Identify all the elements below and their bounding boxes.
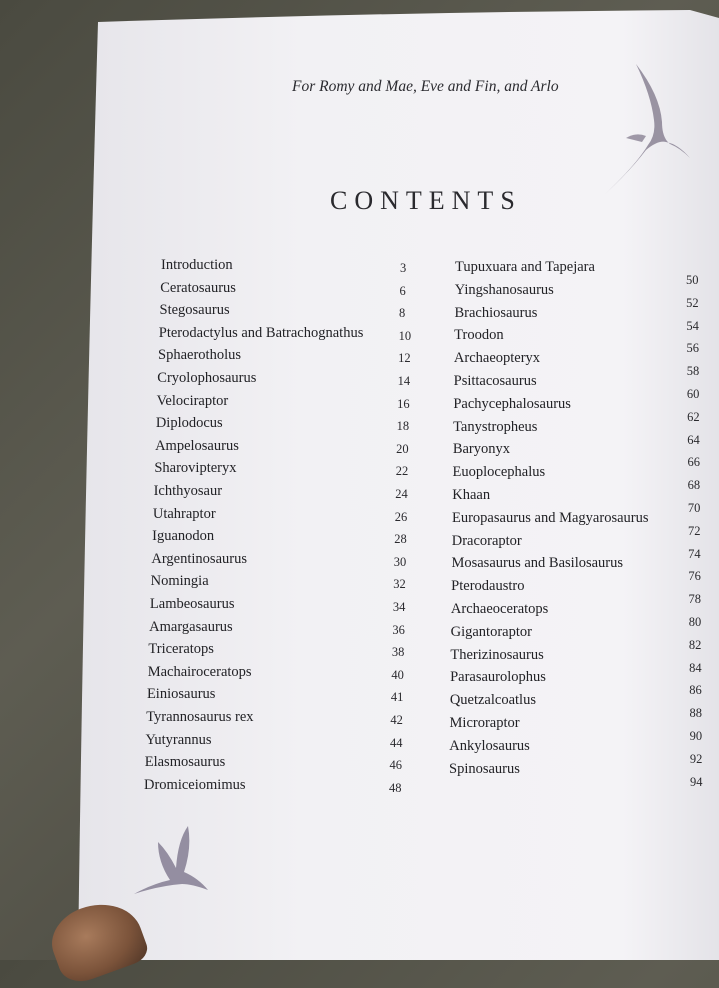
toc-entry-title: Iguanodon bbox=[152, 528, 215, 545]
toc-entry-title: Psittacosaurus bbox=[453, 373, 537, 389]
toc-entry-title: Sphaerotholus bbox=[158, 347, 241, 364]
toc-entry-title: Lambeosaurus bbox=[149, 596, 235, 612]
toc-entry-title: Tanystropheus bbox=[453, 418, 538, 435]
toc-entry-page-number: 38 bbox=[391, 645, 405, 660]
toc-entry-page-number: 44 bbox=[389, 735, 403, 750]
toc-entry-page-number: 3 bbox=[400, 261, 407, 275]
toc-entry-title: Elasmosaurus bbox=[144, 754, 226, 771]
toc-entry-page-number: 54 bbox=[686, 318, 699, 333]
toc-entry-title: Ankylosaurus bbox=[449, 737, 530, 754]
toc-entry-page-number: 30 bbox=[393, 554, 407, 569]
toc-entry-page-number: 48 bbox=[389, 780, 402, 795]
toc-entry-page-number: 84 bbox=[689, 660, 702, 675]
toc-entry-page-number: 8 bbox=[399, 306, 406, 321]
toc-entry-page-number: 88 bbox=[689, 706, 702, 721]
toc-entry-page-number: 68 bbox=[687, 478, 701, 493]
toc-entry-page-number: 94 bbox=[690, 774, 703, 789]
toc-entry-title: Tupuxuara and Tapejara bbox=[455, 259, 595, 275]
toc-entry-page-number: 12 bbox=[398, 351, 411, 366]
toc-entry-title: Therizinosaurus bbox=[450, 646, 544, 663]
pterosaur-illustration-bottom bbox=[128, 822, 228, 897]
toc-entry-page-number: 24 bbox=[395, 487, 408, 501]
toc-entry-page-number: 10 bbox=[398, 328, 412, 343]
toc-entry-title: Ichthyosaur bbox=[153, 483, 223, 499]
toc-entry-page-number: 76 bbox=[688, 569, 701, 584]
dedication: For Romy and Mae, Eve and Fin, and Arlo bbox=[292, 78, 559, 95]
toc-entry-page-number: 78 bbox=[688, 592, 702, 607]
toc-entry-page-number: 66 bbox=[687, 455, 700, 470]
toc-entry-title: Archaeopteryx bbox=[453, 350, 541, 367]
toc-entry-title: Nomingia bbox=[150, 573, 209, 590]
toc-entry-page-number: 32 bbox=[393, 577, 406, 592]
toc-entry-title: Gigantoraptor bbox=[450, 623, 532, 640]
toc-entry-title: Utahraptor bbox=[152, 505, 216, 522]
toc-entry-title: Argentinosaurus bbox=[151, 550, 247, 567]
toc-entry-title: Amargasaurus bbox=[149, 618, 233, 635]
toc-entry-title: Pachycephalosaurus bbox=[453, 395, 571, 412]
toc-entry-page-number: 50 bbox=[686, 273, 699, 287]
toc-entry-title: Mosasaurus and Basilosaurus bbox=[451, 555, 624, 572]
toc-entry-title: Spinosaurus bbox=[449, 760, 520, 777]
toc-entry-title: Stegosaurus bbox=[159, 302, 230, 319]
toc-entry-title: Diplodocus bbox=[155, 415, 223, 432]
toc-entry-page-number: 82 bbox=[688, 637, 702, 652]
toc-entry-title: Euoplocephalus bbox=[452, 464, 546, 481]
toc-entry-page-number: 41 bbox=[390, 690, 404, 705]
toc-entry-page-number: 90 bbox=[689, 729, 703, 743]
toc-entry-title: Triceratops bbox=[148, 641, 214, 658]
toc-entry-page-number: 56 bbox=[686, 341, 700, 356]
toc-entry-title: Dromiceiomimus bbox=[144, 776, 246, 793]
toc-entry-title: Tyrannosaurus rex bbox=[146, 709, 254, 725]
toc-entry-title: Parasaurolophus bbox=[450, 669, 546, 686]
toc-entry-title: Europasaurus and Magyarosaurus bbox=[452, 509, 649, 526]
toc-entry-page-number: 40 bbox=[391, 667, 404, 682]
toc-entry-title: Khaan bbox=[452, 487, 491, 503]
toc-entry-page-number: 46 bbox=[389, 758, 402, 773]
toc-entry-page-number: 58 bbox=[686, 364, 700, 379]
toc-entry-page-number: 62 bbox=[687, 409, 700, 424]
toc-entry-page-number: 20 bbox=[396, 441, 409, 456]
toc-entry-page-number: 6 bbox=[399, 283, 406, 298]
toc-entry-page-number: 14 bbox=[397, 374, 411, 388]
toc-entry-title: Dracoraptor bbox=[451, 532, 522, 549]
toc-entry-title: Microraptor bbox=[449, 715, 520, 731]
toc-entry-page-number: 36 bbox=[392, 622, 405, 637]
toc-entry-title: Archaeoceratops bbox=[450, 601, 549, 617]
toc-entry-page-number: 86 bbox=[689, 683, 702, 698]
toc-entry-page-number: 34 bbox=[392, 600, 406, 614]
toc-entry-title: Brachiosaurus bbox=[454, 304, 538, 321]
toc-entry-title: Ampelosaurus bbox=[155, 437, 239, 454]
toc-entry-title: Ceratosaurus bbox=[160, 279, 236, 296]
toc-entry-title: Sharovipteryx bbox=[154, 460, 237, 477]
toc-entry-page-number: 52 bbox=[686, 295, 699, 310]
toc-entry-page-number: 92 bbox=[689, 751, 703, 766]
toc-entry-page-number: 18 bbox=[396, 419, 410, 434]
toc-entry-page-number: 64 bbox=[687, 432, 700, 447]
toc-entry-title: Yingshanosaurus bbox=[454, 281, 554, 298]
toc-entry-page-number: 16 bbox=[397, 396, 410, 411]
toc-entry-title: Cryolophosaurus bbox=[157, 370, 257, 386]
toc-entry-title: Machairoceratops bbox=[147, 663, 252, 680]
toc-entry-title: Velociraptor bbox=[156, 392, 229, 409]
toc-entry-page-number: 42 bbox=[390, 713, 403, 727]
toc-entry-title: Introduction bbox=[161, 257, 233, 273]
toc-entry-page-number: 26 bbox=[394, 509, 408, 524]
toc-entry-title: Quetzalcoatlus bbox=[449, 692, 536, 709]
toc-entry-title: Yutyrannus bbox=[145, 731, 212, 748]
toc-entry-page-number: 72 bbox=[688, 523, 701, 538]
toc-entry-page-number: 70 bbox=[687, 501, 701, 515]
toc-entry-page-number: 28 bbox=[394, 532, 407, 547]
toc-entry-page-number: 74 bbox=[688, 546, 701, 561]
toc-entry-page-number: 60 bbox=[686, 387, 700, 401]
toc-entry-title: Pterodactylus and Batrachognathus bbox=[158, 324, 364, 341]
toc-entry-title: Pterodaustro bbox=[451, 578, 525, 595]
toc-entry-title: Einiosaurus bbox=[146, 686, 216, 703]
toc-entry-title: Baryonyx bbox=[452, 441, 510, 458]
toc-entry-page-number: 22 bbox=[395, 464, 409, 479]
toc-entry-title: Troodon bbox=[454, 327, 504, 344]
toc-entry-page-number: 80 bbox=[688, 615, 702, 629]
contents-heading: CONTENTS bbox=[330, 186, 522, 215]
